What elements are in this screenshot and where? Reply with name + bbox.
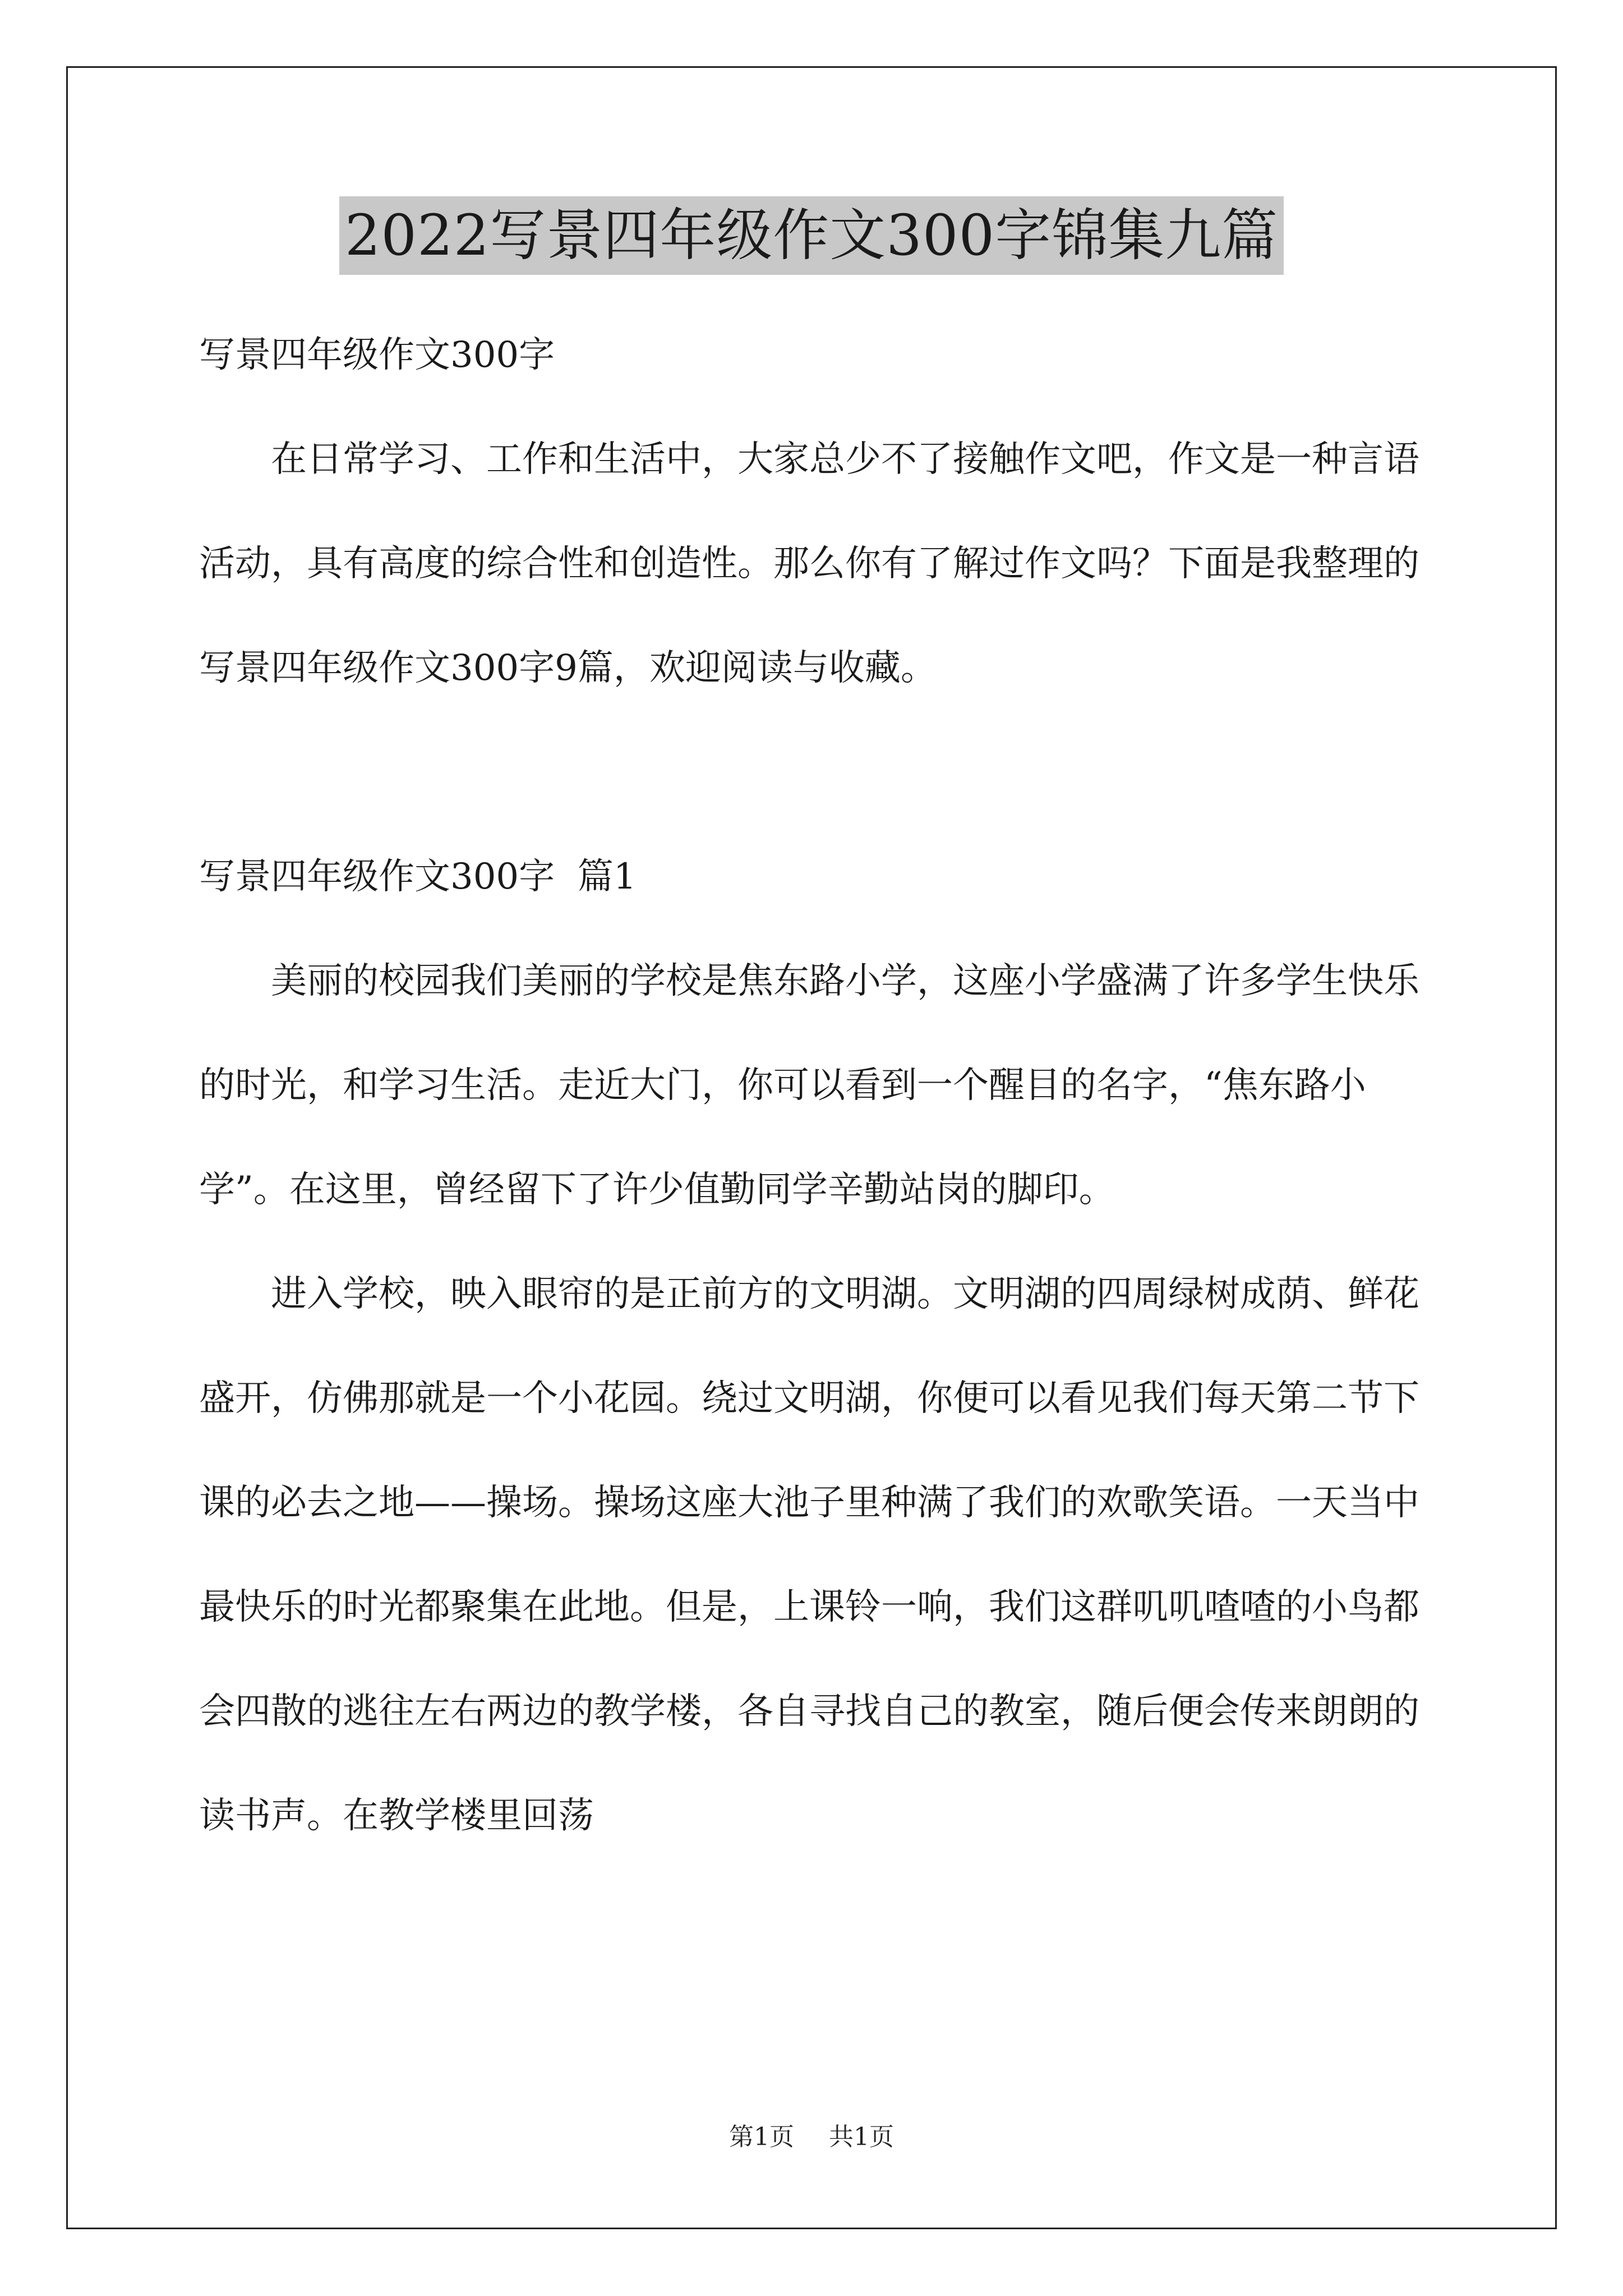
section-heading: 写景四年级作文300字 篇1 <box>199 856 637 898</box>
page-number-current: 第1页 <box>729 2123 794 2151</box>
body-paragraph-1: 美丽的校园我们美丽的学校是焦东路小学，这座小学盛满了许多学生快乐的时光，和学习生活。走近大门，你可以看到一个醒目的名字，“焦东路小学”。在这里，曾经留下了许少值勤同学辛勤站岗的脚印。 <box>199 960 1419 1211</box>
document-title: 2022写景四年级作文300字锦集九篇 <box>339 196 1284 275</box>
page-number-total: 共1页 <box>829 2123 894 2151</box>
intro-paragraph: 在日常学习、工作和生活中，大家总少不了接触作文吧，作文是一种言语活动，具有高度的综合性和创造性。那么你有了解过作文吗？下面是我整理的写景四年级作文300字9篇，欢迎阅读与收藏。 <box>199 439 1419 689</box>
body-paragraph-2: 进入学校，映入眼帘的是正前方的文明湖。文明湖的四周绿树成荫、鲜花盛开，仿佛那就是一个小花园。绕过文明湖，你便可以看见我们每天第二节下课的必去之地——操场。操场这座大池子里种满了我们的欢歌笑语。一天当中最快乐的时光都聚集在此地。但是，上课铃一响，我们这群叽叽喳喳的小鸟都会四散的逃往左右两边的教学楼，各自寻找自己的教室，随后便会传来朗朗的读书声。在教学楼里回荡 <box>199 1273 1419 1837</box>
intro-heading: 写景四年级作文300字 <box>199 334 555 376</box>
section-gap <box>199 720 1433 825</box>
page-footer <box>0 2120 1623 2154</box>
document-body <box>199 303 1433 1868</box>
title-container <box>0 196 1623 275</box>
